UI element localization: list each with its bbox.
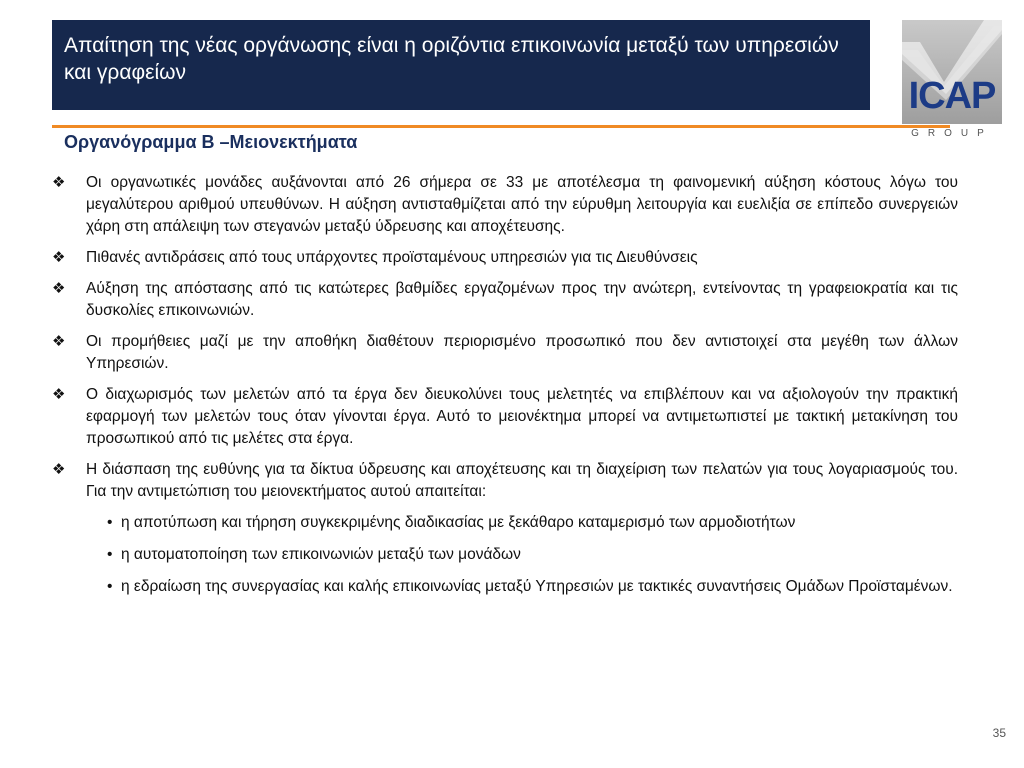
bullet-item — [52, 172, 958, 238]
diamond-bullet-icon: ❖ — [52, 174, 66, 191]
orange-divider — [52, 125, 950, 128]
bullet-text: Πιθανές αντιδράσεις από τους υπάρχοντες προϊσταμένους υπηρεσιών για τις Διευθύνσεις — [86, 249, 698, 266]
sub-item — [107, 576, 958, 598]
bullet-text: Ο διαχωρισμός των μελετών από τα έργα δεν διευκολύνει τους μελετητές να επιβλέπουν και να αξιολογούν την πρακτική εφαρμογή των μελετών τους όταν γίνονται έργα. Αυτό το μειονέκτημα μπορεί να αντιμετωπιστεί με τακτική μετακίνηση του προσωπικού από τις μελέτες στα έργα. — [86, 386, 958, 447]
bullet-text: Οι οργανωτικές μονάδες αυξάνονται από 26 σήμερα σε 33 με αποτέλεσμα τη φαινομενική αύξηση κόστους λόγω του μεγαλύτερου αριθμού υπευθύνων. Η αύξηση αντισταθμίζεται από την εύρυθμη λειτουργία και ευελιξία σε επίπεδο συνεργειών χάρη στη απάλειψη των στεγανών μεταξύ ύδρευσης και αποχέτευσης. — [86, 174, 958, 235]
slide-title: Απαίτηση της νέας οργάνωσης είναι η οριζόντια επικοινωνία μεταξύ των υπηρεσιών και γραφείων — [64, 34, 839, 84]
dot-bullet-icon: • — [107, 514, 113, 531]
bullet-item — [52, 384, 958, 450]
bullet-item — [52, 459, 958, 503]
title-bar — [52, 20, 870, 110]
bullet-item — [52, 278, 958, 322]
diamond-bullet-icon: ❖ — [52, 249, 66, 266]
diamond-bullet-icon: ❖ — [52, 280, 66, 297]
logo-group-text: GROUP — [911, 128, 993, 139]
bullet-text: Η διάσπαση της ευθύνης για τα δίκτυα ύδρευσης και αποχέτευσης και τη διαχείριση των πελατών για τους λογαριασμούς του. Για την αντιμετώπιση του μειονεκτήματος αυτού απαιτείται: — [86, 461, 958, 500]
content-area — [52, 172, 958, 608]
icap-logo — [902, 20, 1002, 145]
page-number: 35 — [992, 726, 1006, 740]
bullet-text: Οι προμήθειες μαζί με την αποθήκη διαθέτουν περιορισμένο προσωπικό που δεν αντιστοιχεί στα μεγέθη των άλλων Υπηρεσιών. — [86, 333, 958, 372]
sub-item — [107, 512, 958, 534]
sub-item-text: η αυτοματοποίηση των επικοινωνιών μεταξύ των μονάδων — [121, 546, 521, 563]
sub-item — [107, 544, 958, 566]
sub-item-text: η εδραίωση της συνεργασίας και καλής επικοινωνίας μεταξύ Υπηρεσιών με τακτικές συναντήσεις Ομάδων Προϊσταμένων. — [121, 578, 953, 595]
sub-item-text: η αποτύπωση και τήρηση συγκεκριμένης διαδικασίας με ξεκάθαρο καταμερισμό των αρμοδιοτήτων — [121, 514, 796, 531]
bullet-text: Αύξηση της απόστασης από τις κατώτερες βαθμίδες εργαζομένων προς την ανώτερη, εντείνοντας τη γραφειοκρατία και τις δυσκολίες επικοινωνιών. — [86, 280, 958, 319]
diamond-bullet-icon: ❖ — [52, 461, 66, 478]
bullet-item — [52, 247, 958, 269]
dot-bullet-icon: • — [107, 578, 113, 595]
logo-word: ICAP — [908, 75, 996, 117]
bullet-item — [52, 331, 958, 375]
dot-bullet-icon: • — [107, 546, 113, 563]
logo-box — [902, 20, 1002, 124]
diamond-bullet-icon: ❖ — [52, 386, 66, 403]
section-subtitle: Οργανόγραμμα Β –Μειονεκτήματα — [64, 132, 358, 152]
diamond-bullet-icon: ❖ — [52, 333, 66, 350]
